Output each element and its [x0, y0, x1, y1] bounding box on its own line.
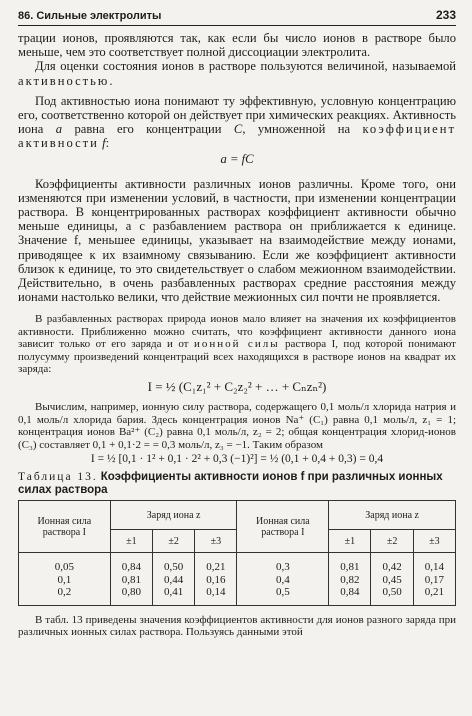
paragraph-2: Для оценки состояния ионов в растворе пользуются величиной, называемой активностью.	[18, 59, 456, 88]
cell-f2-left: 0,50 0,44 0,41	[153, 553, 195, 606]
paragraph-4: Коэффициенты активности различных ионов различны. Кроме того, они изменяются при изменении условий, в частности, при изменении концентрации раствора. В концентрированных растворах коэффициент активности обычно меньше единицы, а с разбавлением раствора он приближается к единице. Значение f, меньшее единицы, указывает на взаимодействие между ионами, приводящее к их взаимному связыванию. Если же коэффициент активности близок к единице, то это свидетельствует о слабом межионном взаимодействии. Действительно, в очень разбавленных растворах средние расстояния между ионами настолько велики, что действие межионных сил почти не проявляется.	[18, 176, 456, 305]
header-charge-left: Заряд иона z	[110, 501, 237, 530]
header-ionic-strength-right: Ионная сила раствора I	[237, 501, 329, 553]
paragraph-7: В табл. 13 приведены значения коэффициентов активности для ионов разного заряда при различных ионных силах раствора. Пользуясь данными этой	[18, 613, 456, 639]
paragraph-6: Вычислим, например, ионную силу раствора, содержащего 0,1 моль/л хлорида натрия и 0,1 моль/л хлорида бария. Здесь концентрация ионов Na⁺ (C₁) равна 0,1 моль/л, z₁ = 1; концентрация ионов Ba²⁺ (C₂) равна 0,1 моль/л, z₂ = 2; общая концентрация хлорид-ионов (C₃) составляет 0,1 + 0,1·2 = = 0,3 моль/л, z₃ = −1. Таким образом	[18, 401, 456, 451]
paragraph-5: В разбавленных растворах природа ионов мало влияет на значения их коэффициентов активности. Приближенно можно считать, что коэффициент активности данного иона зависит только от его заряда и от ионной силы раствора I, под которой понимают полусумму произведений концентраций всех находящихся в растворе ионов на квадрат их заряда:	[18, 313, 456, 376]
charge-2-left: ±2	[153, 530, 195, 553]
cell-ionic-right: 0,3 0,4 0,5	[237, 553, 329, 606]
cell-f3-left: 0,21 0,16 0,14	[195, 553, 237, 606]
paragraph-3: Под активностью иона понимают ту эффективную, условную концентрацию его, соответственно которой он действует при химических реакциях. Активность иона a равна его концентрации C, умноженной на коэффициент активности f:	[18, 93, 457, 151]
charge-3-left: ±3	[195, 530, 237, 553]
section-title: 86. Сильные электролиты	[18, 10, 162, 22]
charge-2-right: ±2	[371, 530, 413, 553]
charge-3-right: ±3	[413, 530, 455, 553]
formula-example: I = ½ [0,1 · 1² + 0,1 · 2² + 0,3 (−1)²] = ½ (0,1 + 0,4 + 0,3) = 0,4	[90, 453, 384, 466]
paragraph-1: трации ионов, проявляются так, как если бы число ионов в растворе было меньше, чем это соответствует полной диссоциации электролита.	[18, 31, 456, 60]
page-number: 233	[435, 8, 456, 22]
formula-activity: a = fC	[220, 151, 254, 166]
running-header	[18, 6, 456, 26]
formula-ionic-strength: I = ½ (C₁z₁² + C₂z₂² + … + Cₙzₙ²)	[147, 379, 327, 395]
table-row	[19, 553, 456, 606]
cell-ionic-left: 0,05 0,1 0,2	[19, 553, 111, 606]
table-caption	[18, 471, 456, 497]
charge-1-left: ±1	[110, 530, 152, 553]
table-label: Таблица 13.	[18, 471, 98, 484]
charge-1-right: ±1	[329, 530, 371, 553]
cell-f2-right: 0,42 0,45 0,50	[371, 553, 413, 606]
header-charge-right: Заряд иона z	[329, 501, 456, 530]
table-title: Коэффициенты активности ионов f при различных ионных силах раствора	[18, 471, 443, 497]
activity-table	[18, 500, 456, 606]
cell-f1-left: 0,84 0,81 0,80	[110, 553, 152, 606]
header-ionic-strength-left: Ионная сила раствора I	[19, 501, 111, 553]
cell-f3-right: 0,14 0,17 0,21	[413, 553, 455, 606]
cell-f1-right: 0,81 0,82 0,84	[329, 553, 371, 606]
page	[18, 6, 456, 638]
